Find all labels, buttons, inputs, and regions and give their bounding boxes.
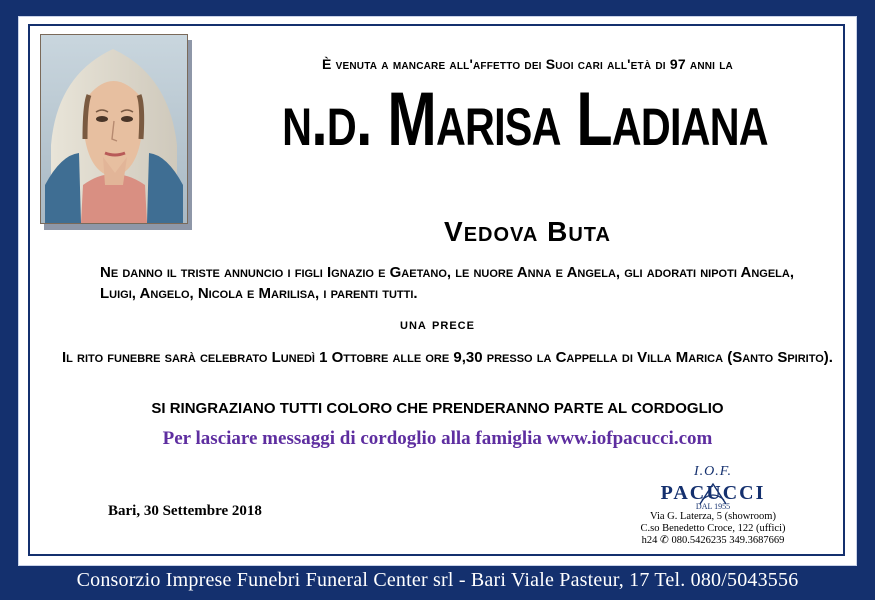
funeral-paragraph: Il rito funebre sarà celebrato Lunedì 1 Ottobre alle ore 9,30 presso la Cappella di Villa Marica (Santo Spirito). — [62, 349, 833, 366]
obituary-card — [18, 16, 857, 566]
deceased-name: n.d. Marisa Ladiana — [282, 77, 768, 162]
thanks-line: SI RINGRAZIANO TUTTI COLORO CHE PRENDERANNO PARTE AL CORDOGLIO — [151, 400, 724, 417]
logo-address-2: C.so Benedetto Croce, 122 (uffici) — [640, 523, 786, 534]
prayer-line: una prece — [400, 316, 475, 333]
intro-line: È venuta a mancare all'affetto dei Suoi cari all'età di 97 anni la — [322, 56, 733, 72]
condolence-link[interactable]: Per lasciare messaggi di cordoglio alla famiglia www.iofpacucci.com — [162, 428, 713, 449]
logo-name: PACUCCI — [660, 482, 766, 504]
logo-top-text: I.O.F. — [693, 464, 733, 479]
notice-date: Bari, 30 Settembre 2018 — [108, 503, 262, 519]
logo-mark — [598, 480, 828, 506]
widow-of: Vedova Buta — [444, 216, 611, 247]
logo-since: DAL 1955 — [695, 502, 731, 511]
footer-bar: Consorzio Imprese Funebri Funeral Center srl - Bari Viale Pasteur, 17 Tel. 080/5043556 — [76, 569, 799, 591]
logo-phones: h24 ✆ 080.5426235 349.3687669 — [641, 535, 785, 546]
funeral-home-logo — [598, 464, 828, 547]
logo-address-1: Via G. Laterza, 5 (showroom) — [650, 511, 776, 522]
madonna-portrait — [40, 34, 188, 224]
announcement-paragraph: Ne danno il triste annuncio i figli Ignazio e Gaetano, le nuore Anna e Angela, gli adorati nipoti Angela, Luigi, Angelo, Nicola e Marilisa, i parenti tutti. — [100, 264, 794, 302]
